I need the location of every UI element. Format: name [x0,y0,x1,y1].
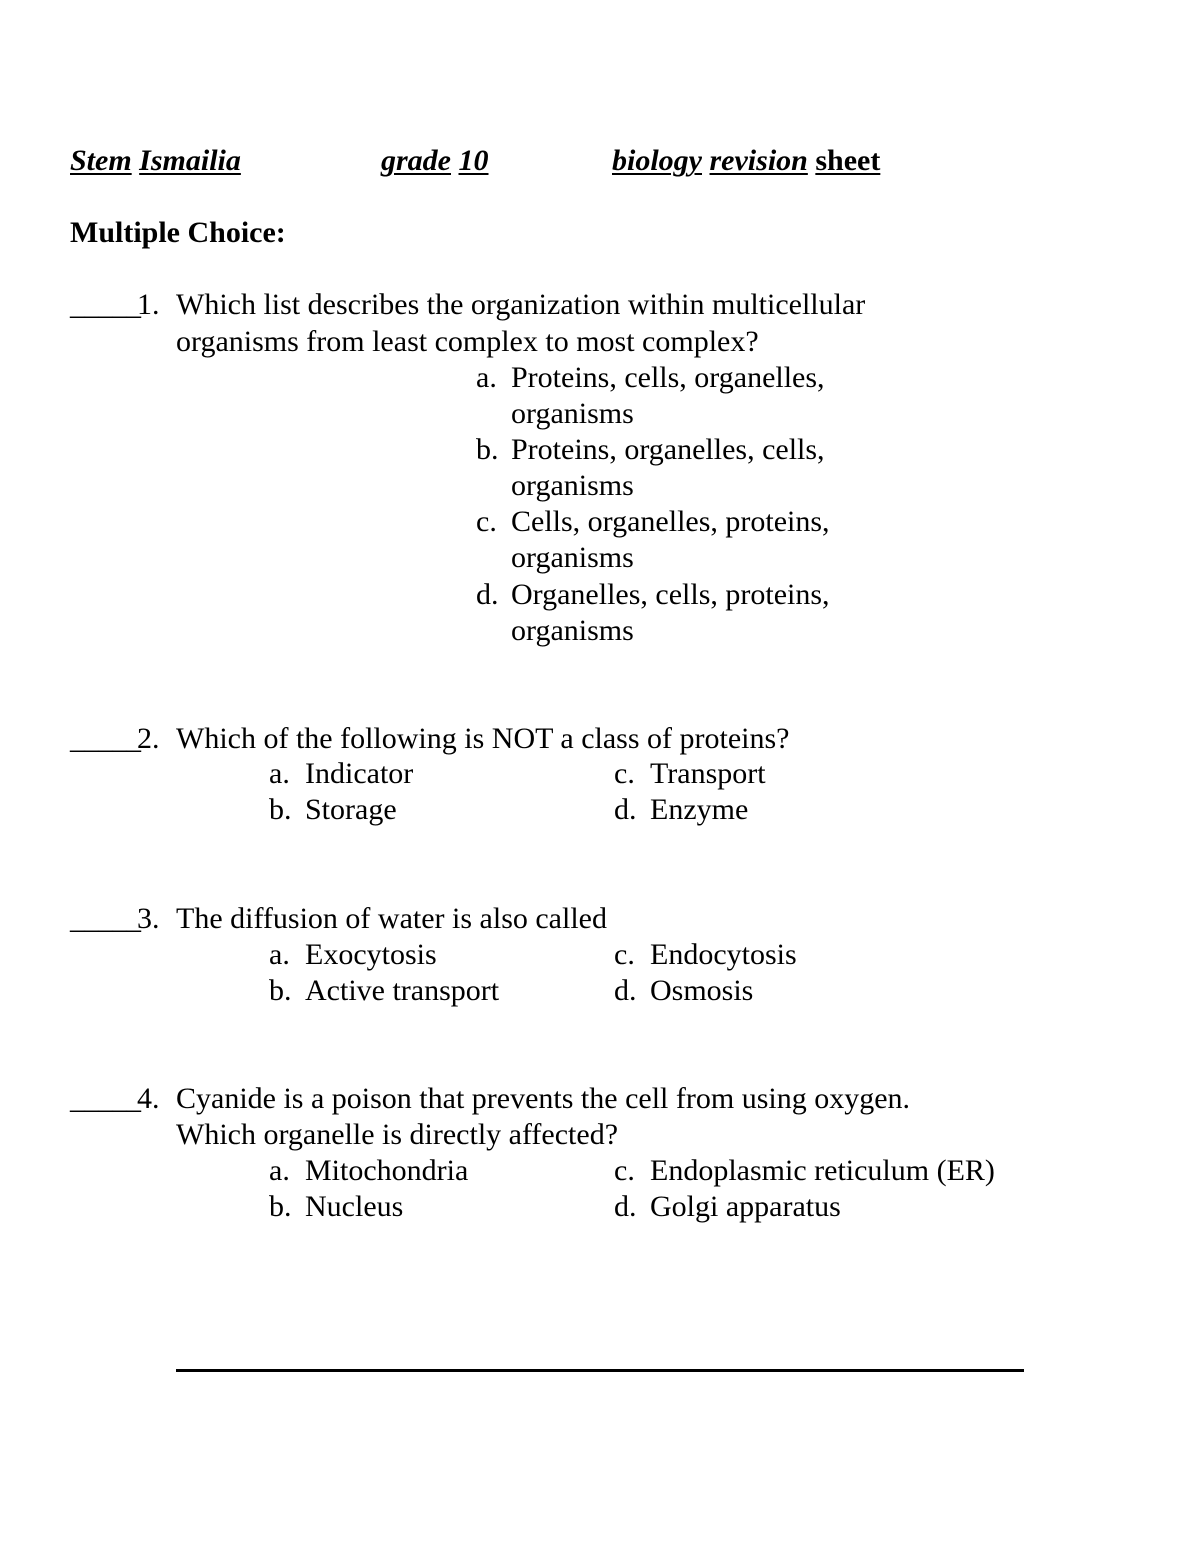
option-text: Proteins, cells, organelles, [511,361,825,394]
option-text: organisms [511,397,634,430]
option-text: Proteins, organelles, cells, [511,433,825,466]
option-text: Endocytosis [650,938,797,971]
question-text-line2: Which organelle is directly affected? [176,1118,619,1151]
header-subject-word3: sheet [815,144,881,177]
option-text: Osmosis [650,974,754,1007]
option-text: organisms [511,469,634,502]
option-text: Exocytosis [305,938,437,971]
option-text: Indicator [305,757,414,790]
header-school-word2: Ismailia [139,144,241,177]
option-letter: a. [269,938,290,971]
answer-blank[interactable]: _____ [70,288,140,321]
option-text: organisms [511,541,634,574]
option-letter: a. [269,757,290,790]
option-letter: d. [476,578,499,611]
bottom-divider [176,1369,1024,1372]
question-number: 3. [137,902,160,935]
option-letter: b. [476,433,499,466]
answer-blank[interactable]: _____ [70,902,140,935]
option-letter: a. [476,361,497,394]
option-text: Organelles, cells, proteins, [511,578,830,611]
option-text: Storage [305,793,397,826]
option-letter: b. [269,1190,292,1223]
question-text-line1: Which of the following is NOT a class of proteins? [176,722,790,755]
question-number: 4. [137,1082,160,1115]
option-text: Active transport [305,974,500,1007]
question-text-line1: Which list describes the organization within multicellular [176,288,866,321]
option-letter: c. [476,505,497,538]
option-text: Cells, organelles, proteins, [511,505,830,538]
header-subject-word2: revision [709,144,808,177]
option-letter: a. [269,1154,290,1187]
option-text: Transport [650,757,766,790]
question-text-line1: The diffusion of water is also called [176,902,607,935]
option-letter: b. [269,793,292,826]
option-letter: c. [614,1154,635,1187]
header-school-word1: Stem [70,144,132,177]
option-letter: d. [614,1190,637,1223]
answer-blank[interactable]: _____ [70,722,140,755]
option-text: Enzyme [650,793,749,826]
header-school [70,146,241,176]
question-text-line2: organisms from least complex to most complex? [176,325,759,358]
section-title: Multiple Choice: [70,216,286,249]
option-letter: d. [614,793,637,826]
option-text: Nucleus [305,1190,404,1223]
question-number: 2. [137,722,160,755]
option-text: Golgi apparatus [650,1190,841,1223]
option-letter: d. [614,974,637,1007]
option-letter: b. [269,974,292,1007]
question-number: 1. [137,288,160,321]
header-subject [612,146,880,176]
header-grade-word: grade [381,144,451,177]
option-text: organisms [511,614,634,647]
question-text-line1: Cyanide is a poison that prevents the cell from using oxygen. [176,1082,911,1115]
option-text: Mitochondria [305,1154,469,1187]
option-text: Endoplasmic reticulum (ER) [650,1154,995,1187]
header-subject-word1: biology [612,144,702,177]
answer-blank[interactable]: _____ [70,1082,140,1115]
header-grade-number: 10 [458,144,489,177]
option-letter: c. [614,938,635,971]
option-letter: c. [614,757,635,790]
header-grade [381,146,489,176]
